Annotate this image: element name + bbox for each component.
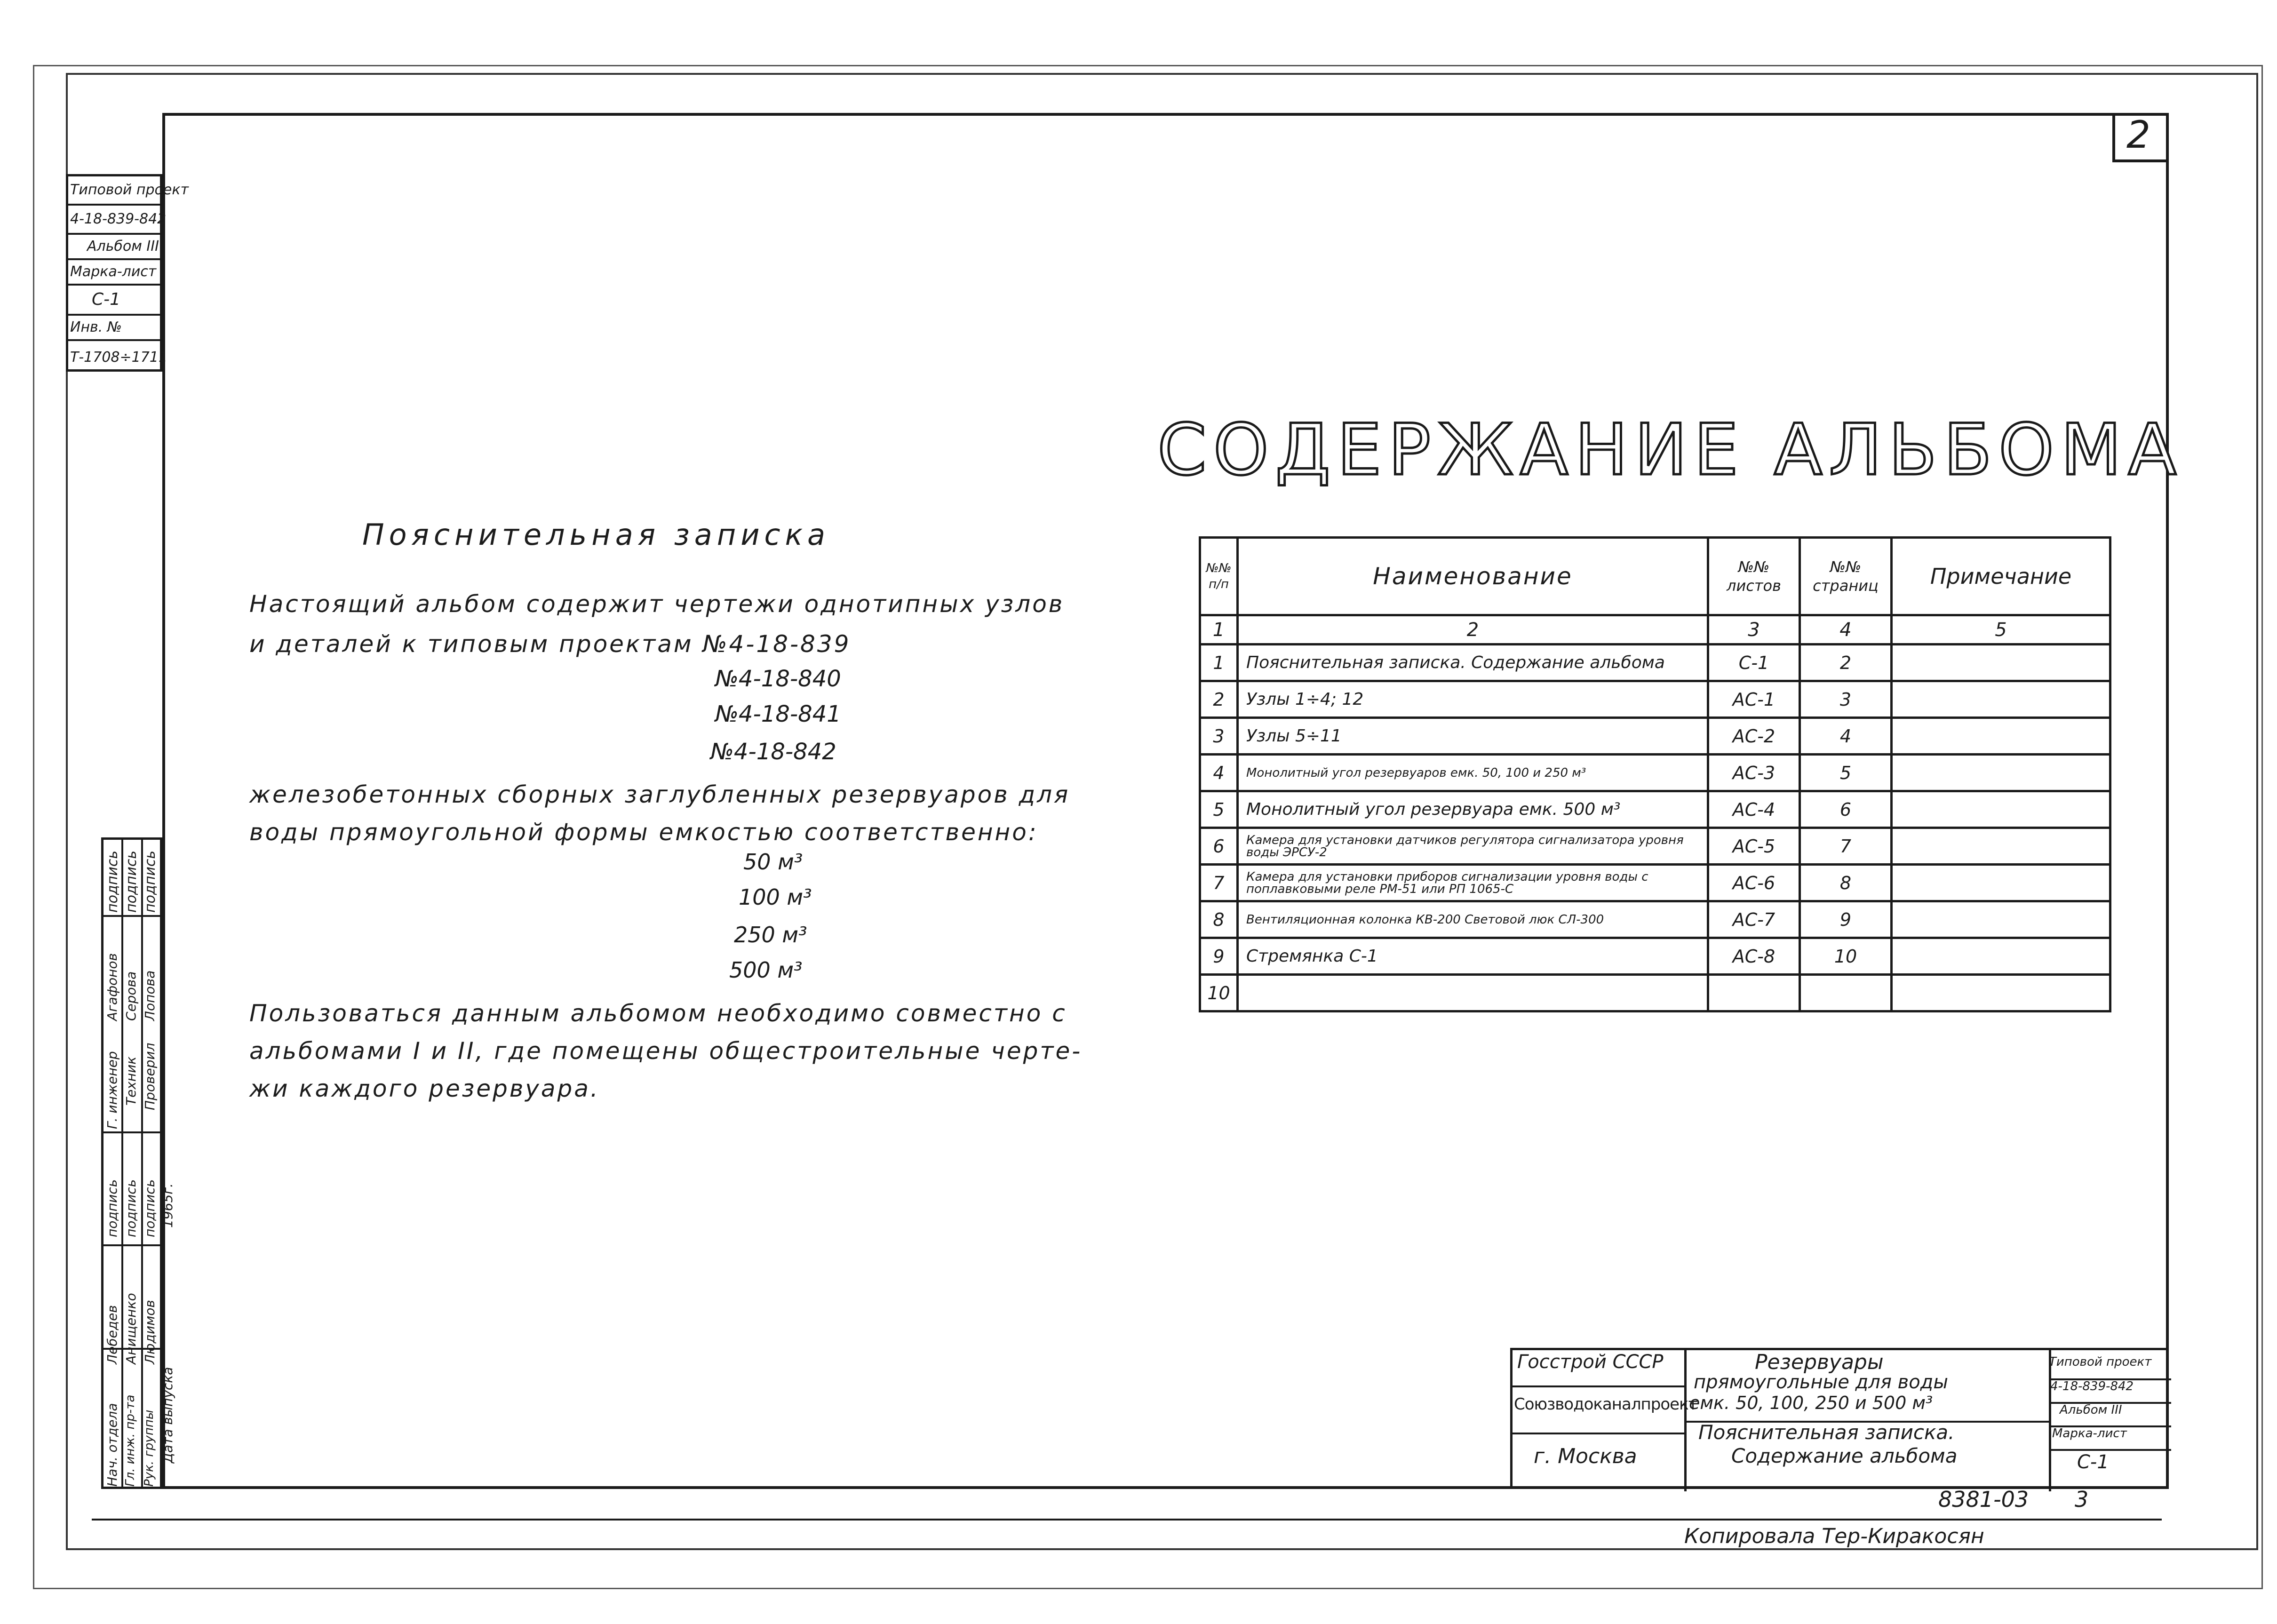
side-role: Рук. группы <box>142 1409 156 1487</box>
row-page-cell: 7 <box>1800 828 1892 865</box>
side-name: Людимов <box>142 1300 158 1364</box>
row-note-cell <box>1892 645 2110 681</box>
row-sheet-cell: АС-7 <box>1708 901 1800 938</box>
side-signature-block <box>101 837 162 1489</box>
note-line: воды прямоугольной формы емкостью соответственно: <box>249 819 1038 846</box>
row-sheet-cell: С-1 <box>1708 645 1800 681</box>
title-right-cell: Типовой проект <box>2049 1355 2152 1369</box>
row-page-cell: 6 <box>1800 791 1892 828</box>
note-line: железобетонных сборных заглубленных резервуаров для <box>249 781 1070 808</box>
header-cell: Примечание <box>1892 538 2110 615</box>
row-name-cell: Камера для установки приборов сигнализации уровня воды с поплавковыми реле РМ-51 или РП 1065-С <box>1238 865 1708 901</box>
row-name-cell: Пояснительная записка. Содержание альбома <box>1238 645 1708 681</box>
side-sign-label: подпись <box>123 1179 139 1237</box>
stamp-row: С-1 <box>68 286 160 316</box>
title-line: прямоугольные для воды <box>1694 1371 1948 1393</box>
table-row <box>1200 645 2110 681</box>
org-gosstroy: Госстрой СССР <box>1517 1351 1664 1373</box>
stamp-row: 4-18-839-842 <box>68 206 160 235</box>
contents-table <box>1199 536 2111 1012</box>
row-n-cell: 5 <box>1200 791 1238 828</box>
page-number: 3 <box>2075 1487 2089 1512</box>
side-name: Серова <box>123 971 139 1021</box>
header-cell: №№ страниц <box>1800 538 1892 615</box>
row-note-cell <box>1892 755 2110 791</box>
row-page-cell: 4 <box>1800 718 1892 755</box>
title-line: Пояснительная записка. <box>1698 1421 1955 1444</box>
row-name-cell: Монолитный угол резервуара емк. 500 м³ <box>1238 791 1708 828</box>
note-line: №4-18-841 <box>715 701 841 727</box>
title-right-cell: Марка-лист <box>2052 1426 2127 1441</box>
title-right-cell: С-1 <box>2077 1451 2109 1473</box>
stamp-row: Типовой проект <box>68 176 160 206</box>
side-name: Анищенко <box>123 1293 139 1364</box>
row-page-cell: 2 <box>1800 645 1892 681</box>
number-cell: 3 <box>1708 615 1800 645</box>
row-sheet-cell: АС-2 <box>1708 718 1800 755</box>
title-right-cell: Альбом III <box>2060 1403 2122 1417</box>
title-right-cell: 4-18-839-842 <box>2050 1379 2134 1393</box>
row-page-cell <box>1800 975 1892 1011</box>
row-name-cell: Стремянка С-1 <box>1238 938 1708 975</box>
row-note-cell <box>1892 865 2110 901</box>
row-name-cell: Камера для установки датчиков регулятора сигнализатора уровня воды ЭРСУ-2 <box>1238 828 1708 865</box>
content-title: СОДЕРЖАНИЕ АЛЬБОМА <box>1157 409 2183 491</box>
bottom-rule <box>92 1519 2162 1521</box>
side-sign-label: подпись <box>104 851 121 913</box>
side-release-label: Дата выпуска <box>160 1367 175 1463</box>
side-sign-label: подпись <box>142 851 159 913</box>
side-sign-label: подпись <box>104 1179 120 1237</box>
number-cell: 5 <box>1892 615 2110 645</box>
header-cell: №№ листов <box>1708 538 1800 615</box>
side-name: Агафонов <box>104 953 120 1021</box>
table-row <box>1200 828 2110 865</box>
note-line: альбомами I и II, где помещены общестроительные черте- <box>249 1037 1083 1065</box>
row-n-cell: 10 <box>1200 975 1238 1011</box>
row-sheet-cell: АС-3 <box>1708 755 1800 791</box>
row-n-cell: 2 <box>1200 681 1238 718</box>
table-row <box>1200 938 2110 975</box>
row-sheet-cell <box>1708 975 1800 1011</box>
side-sign-label: подпись <box>123 851 140 913</box>
sheet-number: 2 <box>2126 113 2150 157</box>
title-line: емк. 50, 100, 250 и 500 м³ <box>1689 1393 1933 1413</box>
row-page-cell: 5 <box>1800 755 1892 791</box>
row-name-cell: Узлы 1÷4; 12 <box>1238 681 1708 718</box>
row-name-cell: Монолитный угол резервуаров емк. 50, 100 и 250 м³ <box>1238 755 1708 791</box>
note-line: и деталей к типовым проектам №4-18-839 <box>249 630 851 658</box>
number-cell: 2 <box>1238 615 1708 645</box>
table-row <box>1200 975 2110 1011</box>
side-name: Лебедев <box>104 1305 120 1364</box>
row-note-cell <box>1892 681 2110 718</box>
note-line: Пользоваться данным альбомом необходимо совместно с <box>249 1000 1067 1027</box>
side-role: Гл. инж. пр-та <box>123 1394 137 1487</box>
row-n-cell: 8 <box>1200 901 1238 938</box>
row-sheet-cell: АС-6 <box>1708 865 1800 901</box>
note-line: жи каждого резервуара. <box>249 1075 600 1102</box>
row-sheet-cell: АС-4 <box>1708 791 1800 828</box>
table-number-row <box>1200 615 2110 645</box>
row-note-cell <box>1892 975 2110 1011</box>
row-name-cell <box>1238 975 1708 1011</box>
org-soyuzvodokanalproekt: Союзводоканалпроект <box>1514 1395 1697 1414</box>
document-code: 8381-03 <box>1938 1487 2029 1512</box>
header-cell: Наименование <box>1238 538 1708 615</box>
row-page-cell: 8 <box>1800 865 1892 901</box>
row-sheet-cell: АС-8 <box>1708 938 1800 975</box>
row-name-cell: Вентиляционная колонка КВ-200 Световой люк СЛ-300 <box>1238 901 1708 938</box>
table-row <box>1200 901 2110 938</box>
table-row <box>1200 681 2110 718</box>
table-row <box>1200 865 2110 901</box>
row-n-cell: 9 <box>1200 938 1238 975</box>
note-line: 250 м³ <box>734 922 807 947</box>
row-page-cell: 9 <box>1800 901 1892 938</box>
stamp-row: Инв. № <box>68 316 160 341</box>
left-stamp <box>66 174 189 372</box>
table-row <box>1200 755 2110 791</box>
row-note-cell <box>1892 791 2110 828</box>
note-line: 100 м³ <box>739 884 812 910</box>
row-page-cell: 10 <box>1800 938 1892 975</box>
title-line: Резервуары <box>1755 1350 1884 1374</box>
row-note-cell <box>1892 938 2110 975</box>
note-line: 50 м³ <box>743 849 803 875</box>
row-note-cell <box>1892 901 2110 938</box>
side-release-date: 1965г. <box>160 1183 175 1228</box>
side-name: Лопова <box>142 970 158 1021</box>
header-cell: №№ п/п <box>1200 538 1238 615</box>
side-role: Техник <box>123 1056 139 1106</box>
note-line: 500 м³ <box>729 957 803 983</box>
note-heading: Пояснительная записка <box>362 517 830 552</box>
number-cell: 1 <box>1200 615 1238 645</box>
row-name-cell: Узлы 5÷11 <box>1238 718 1708 755</box>
row-n-cell: 7 <box>1200 865 1238 901</box>
table-row <box>1200 718 2110 755</box>
row-n-cell: 3 <box>1200 718 1238 755</box>
side-role: Г. инженер <box>104 1051 120 1129</box>
copied-by: Копировала Тер-Киракосян <box>1684 1524 1984 1548</box>
row-page-cell: 3 <box>1800 681 1892 718</box>
note-line: №4-18-840 <box>715 666 841 692</box>
stamp-row: Альбом III <box>68 235 160 260</box>
stamp-row: Марка-лист <box>68 260 160 286</box>
note-line: №4-18-842 <box>710 739 836 765</box>
side-sign-label: подпись <box>142 1179 158 1237</box>
table-header-row <box>1200 538 2110 615</box>
row-n-cell: 1 <box>1200 645 1238 681</box>
stamp-row: Т-1708÷1711 <box>70 349 167 366</box>
row-sheet-cell: АС-1 <box>1708 681 1800 718</box>
row-note-cell <box>1892 718 2110 755</box>
row-n-cell: 6 <box>1200 828 1238 865</box>
row-sheet-cell: АС-5 <box>1708 828 1800 865</box>
title-line: Содержание альбома <box>1731 1444 1958 1467</box>
number-cell: 4 <box>1800 615 1892 645</box>
row-n-cell: 4 <box>1200 755 1238 791</box>
side-role: Нач. отдела <box>104 1403 120 1487</box>
table-row <box>1200 791 2110 828</box>
org-city: г. Москва <box>1534 1444 1637 1468</box>
note-line: Настоящий альбом содержит чертежи однотипных узлов <box>249 590 1065 618</box>
side-role: Проверил <box>142 1043 158 1110</box>
row-note-cell <box>1892 828 2110 865</box>
